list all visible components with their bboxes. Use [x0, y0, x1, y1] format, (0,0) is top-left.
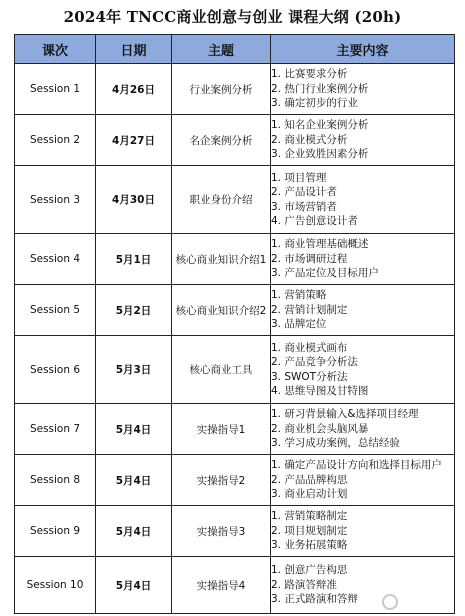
topic-cell: 实操指导3: [172, 506, 271, 557]
date-cell: 5月4日: [96, 455, 172, 506]
content-line: 3. 学习成功案例，总结经验: [271, 437, 400, 450]
content-cell: [271, 336, 455, 404]
session-cell: Session 4: [15, 234, 96, 285]
topic-cell: 核心商业知识介绍2: [172, 285, 271, 336]
session-cell: Session 2: [15, 115, 96, 166]
content-line: 1. 知名企业案例分析: [271, 119, 369, 132]
content-line: 3. 产品定位及目标用户: [271, 267, 379, 280]
content-line: 2. 产品品牌构思: [271, 473, 348, 486]
table-row: [15, 166, 455, 234]
table-row: [15, 455, 455, 506]
content-line: 1. 商业模式画布: [271, 341, 348, 354]
content-line: 2. 产品竞争分析法: [271, 356, 358, 368]
topic-cell: 核心商业知识介绍1: [172, 234, 271, 285]
content-line: 2. 营销计划制定: [271, 303, 348, 316]
content-cell: [271, 455, 455, 506]
content-line: 3. 正式路演和答辩: [271, 593, 358, 606]
session-cell: Session 7: [15, 404, 96, 455]
content-line: 3. 企业致胜因素分析: [271, 148, 369, 161]
content-line: 2. 商业模式分析: [271, 133, 348, 146]
header-content: 主要内容: [271, 35, 455, 64]
session-cell: Session 6: [15, 336, 96, 404]
date-cell: 5月2日: [96, 285, 172, 336]
content-line: 4. 思维导图及甘特图: [271, 385, 369, 397]
content-cell: [271, 506, 455, 557]
date-cell: 4月26日: [96, 64, 172, 115]
date-cell: 5月4日: [96, 506, 172, 557]
content-line: 1. 研习背景输入&选择项目经理: [271, 408, 419, 421]
session-cell: Session 10: [15, 557, 96, 614]
session-cell: Session 8: [15, 455, 96, 506]
header-topic: 主题: [172, 35, 271, 64]
table-row: [15, 404, 455, 455]
page-title: 2024年 TNCC商业创意与创业 课程大纲 (20h): [63, 8, 402, 26]
date-cell: 5月3日: [96, 336, 172, 404]
content-line: 2. 路演答辩准: [271, 578, 337, 591]
content-line: 2. 项目规划制定: [271, 524, 348, 537]
table-row: [15, 64, 455, 115]
content-line: 2. 市场调研过程: [271, 252, 348, 265]
content-line: 1. 项目管理: [271, 171, 327, 184]
date-cell: 4月30日: [96, 166, 172, 234]
table-row: [15, 115, 455, 166]
content-line: 1. 确定产品设计方向和选择目标用户: [271, 459, 442, 472]
content-cell: [271, 64, 455, 115]
content-line: 3. 品牌定位: [271, 318, 327, 331]
content-cell: [271, 285, 455, 336]
header-session: 课次: [15, 35, 96, 64]
topic-cell: 实操指导4: [172, 557, 271, 614]
course-outline-table: [14, 34, 455, 614]
session-cell: Session 5: [15, 285, 96, 336]
topic-cell: 行业案例分析: [172, 64, 271, 115]
session-cell: Session 9: [15, 506, 96, 557]
content-line: 3. 业务拓展策略: [271, 539, 348, 552]
table-row: [15, 506, 455, 557]
topic-cell: 实操指导2: [172, 455, 271, 506]
content-cell: [271, 115, 455, 166]
content-line: 3. 商业启动计划: [271, 488, 348, 501]
topic-cell: 实操指导1: [172, 404, 271, 455]
topic-cell: 名企案例分析: [172, 115, 271, 166]
header-date: 日期: [96, 35, 172, 64]
content-line: 3. 确定初步的行业: [271, 97, 358, 110]
content-cell: [271, 404, 455, 455]
content-line: 2. 产品设计者: [271, 186, 337, 198]
table-row: [15, 234, 455, 285]
content-line: 2. 热门行业案例分析: [271, 82, 369, 95]
date-cell: 4月27日: [96, 115, 172, 166]
content-line: 3. SWOT分析法: [271, 370, 348, 383]
content-line: 4. 广告创意设计者: [271, 215, 358, 227]
content-line: 1. 创意广告构思: [271, 564, 348, 577]
content-line: 1. 营销策略: [271, 289, 327, 302]
table-row: [15, 336, 455, 404]
topic-cell: 核心商业工具: [172, 336, 271, 404]
content-line: 1. 营销策略制定: [271, 510, 348, 523]
content-cell: [271, 234, 455, 285]
date-cell: 5月4日: [96, 557, 172, 614]
content-line: 1. 比赛要求分析: [271, 68, 348, 81]
content-line: 1. 商业管理基础概述: [271, 238, 369, 251]
content-cell: [271, 166, 455, 234]
date-cell: 5月4日: [96, 404, 172, 455]
watermark-icon: [382, 594, 398, 610]
content-line: 2. 商业机会头脑风暴: [271, 422, 369, 435]
content-line: 3. 市场营销者: [271, 200, 337, 213]
session-cell: Session 1: [15, 64, 96, 115]
date-cell: 5月1日: [96, 234, 172, 285]
table-row: [15, 285, 455, 336]
header-row: [15, 35, 455, 64]
session-cell: Session 3: [15, 166, 96, 234]
content-cell: [271, 557, 455, 614]
topic-cell: 职业身份介绍: [172, 166, 271, 234]
